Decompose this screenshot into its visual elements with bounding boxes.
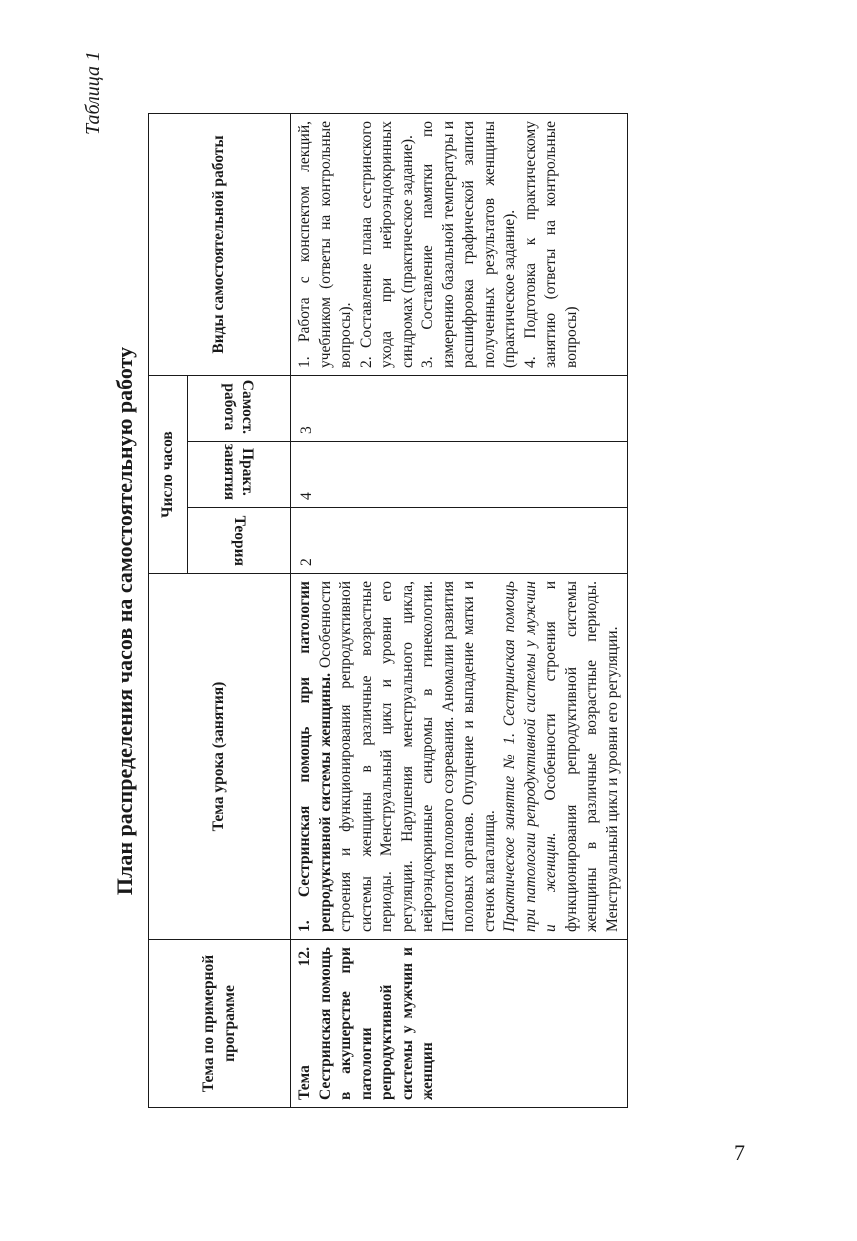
self-work-item-4: 4. Подготовка к практическому занятию (ответы на контрольные вопросы) <box>521 121 580 368</box>
self-work-item-2: 2. Составление плана сестринского ухода при нейроэндокринных синдромах (практическое задание). <box>357 121 416 368</box>
practice-hours: 4 <box>291 442 628 508</box>
lesson-title: 1. Сестринская помощь при патологии репродуктивной системы женщины. <box>296 581 334 932</box>
lesson-body: Особенности строения и функционирования репродуктивной системы женщины в различные возрастные периоды. Менструальный цикл и уровни его регуляции. Нарушения менструального цикла, нейроэндокринные синдромы в гинекологии. Патология полового созревания. Аномалии развития половых органов. Опущение и выпадение матки и стенок влагалища. <box>316 580 498 932</box>
self-work-item-1: 1. Работа с конспектом лекций, учебником (ответы на контрольные вопросы). <box>296 121 354 368</box>
page-number: 7 <box>734 1140 745 1165</box>
header-theory: Теория <box>188 508 291 574</box>
practice-title: Практическое занятие № 1. Сестринская помощь при патологии репродуктивной системы у мужчин и женщин. <box>501 581 559 932</box>
practice-body: Особенности строения и функционирования репродуктивной системы женщины в различные возрастные периоды. Менструальный цикл и уровни его регуляции. <box>542 580 621 932</box>
header-self-work-types: Виды самостоятельной работы <box>149 114 291 376</box>
self-work-item-3: 3. Составление памятки по измерению базальной температуры и расшифровка графической записи полученных результатов женщины (практическое задание). <box>419 121 518 368</box>
hours-table <box>148 113 628 1108</box>
table-row <box>291 114 628 1108</box>
header-hours-group: Число часов <box>149 376 188 574</box>
header-lesson-topic: Тема урока (занятия) <box>149 574 291 940</box>
self-hours: 3 <box>291 376 628 442</box>
header-practice: Практ. занятия <box>188 442 291 508</box>
page-title: План распределения часов на самостоятельную работу <box>112 346 137 896</box>
lesson-topic-cell <box>291 574 628 940</box>
table-label: Таблица 1 <box>82 51 104 135</box>
self-work-types-cell <box>291 114 628 376</box>
header-self-work: Самост. работа <box>188 376 291 442</box>
topic-program-cell: Тема 12. Сестринская помощь в акушерстве при патологии репродуктивной системы у мужчин и женщин <box>291 940 628 1108</box>
theory-hours: 2 <box>291 508 628 574</box>
header-topic-program: Тема по примерной программе <box>149 940 291 1108</box>
